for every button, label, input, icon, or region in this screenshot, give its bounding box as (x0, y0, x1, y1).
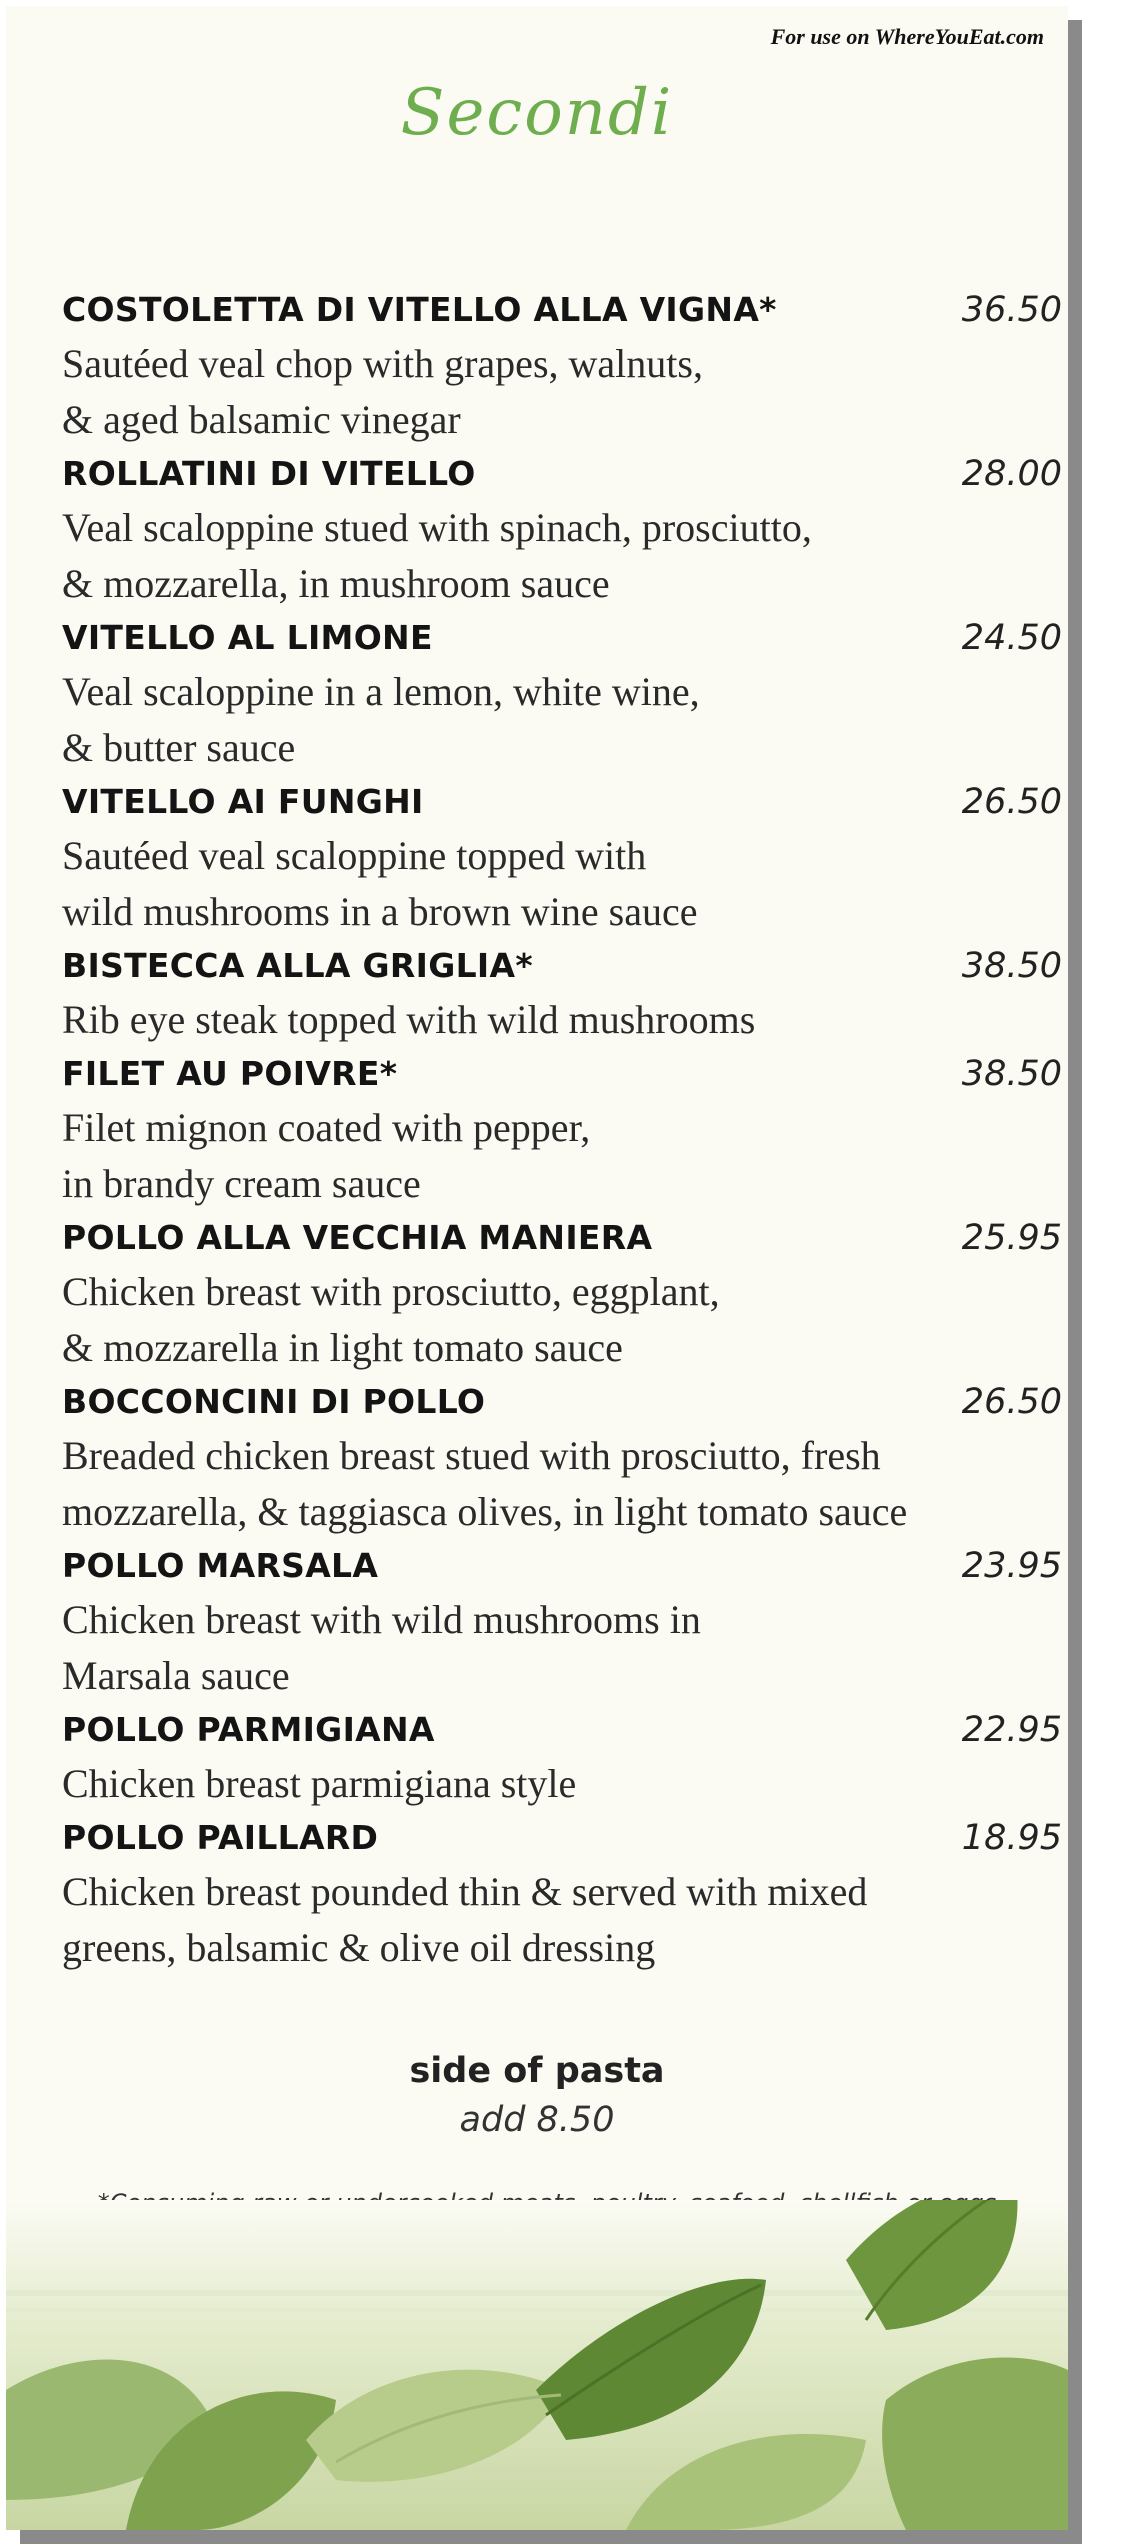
item-description: Filet mignon coated with pepper, in brandy cream sauce (62, 1105, 591, 1206)
menu-item (62, 612, 1062, 776)
item-name: COSTOLETTA DI VITELLO ALLA VIGNA* (62, 290, 777, 329)
item-price: 38.50 (961, 1054, 1062, 1094)
item-description: Veal scaloppine stued with spinach, prosciutto, & mozzarella, in mushroom sauce (62, 505, 812, 606)
item-description: Chicken breast pounded thin & served with mixed greens, balsamic & olive oil dressing (62, 1869, 868, 1970)
item-name: ROLLATINI DI VITELLO (62, 454, 476, 493)
watermark: For use on WhereYouEat.com (770, 24, 1044, 49)
item-price: 26.50 (961, 1382, 1062, 1422)
menu-item (62, 284, 1062, 448)
item-description: Veal scaloppine in a lemon, white wine, & butter sauce (62, 669, 700, 770)
section-title: Secondi (400, 76, 674, 150)
menu-item (62, 1540, 1062, 1704)
item-price: 18.95 (961, 1818, 1062, 1858)
item-description: Sautéed veal scaloppine topped with wild mushrooms in a brown wine sauce (62, 833, 698, 934)
menu-item (62, 940, 1062, 1048)
item-name: POLLO PAILLARD (62, 1818, 379, 1857)
item-price: 26.50 (961, 782, 1062, 822)
menu-item (62, 1704, 1062, 1812)
item-description: Chicken breast with wild mushrooms in Marsala sauce (62, 1597, 701, 1698)
menu-item (62, 1048, 1062, 1212)
item-description: Chicken breast with prosciutto, eggplant, & mozzarella in light tomato sauce (62, 1269, 720, 1370)
item-description: Sautéed veal chop with grapes, walnuts, & aged balsamic vinegar (62, 341, 703, 442)
leaf-shape (882, 2358, 1068, 2530)
item-name: VITELLO AL LIMONE (62, 618, 433, 657)
side-title: side of pasta (409, 2051, 665, 2091)
menu-item (62, 448, 1062, 612)
item-name: POLLO MARSALA (62, 1546, 379, 1585)
item-description: Rib eye steak topped with wild mushrooms (62, 997, 756, 1042)
menu-items (62, 284, 1062, 1976)
item-price: 24.50 (961, 618, 1062, 658)
item-description: Breaded chicken breast stued with prosciutto, fresh mozzarella, & taggiasca olives, in light tomato sauce (62, 1433, 908, 1534)
item-name: POLLO PARMIGIANA (62, 1710, 435, 1749)
item-description: Chicken breast parmigiana style (62, 1761, 577, 1806)
item-price: 38.50 (961, 946, 1062, 986)
side-of-pasta (6, 2046, 1068, 2144)
item-price: 22.95 (961, 1710, 1062, 1750)
item-name: FILET AU POIVRE* (62, 1054, 398, 1093)
menu-item (62, 1812, 1062, 1976)
menu-item (62, 1376, 1062, 1540)
leaf-decoration (6, 2200, 1068, 2530)
side-price: add 8.50 (459, 2100, 615, 2140)
menu-page (6, 6, 1068, 2530)
menu-item (62, 1212, 1062, 1376)
item-name: BISTECCA ALLA GRIGLIA* (62, 946, 533, 985)
item-price: 36.50 (961, 290, 1062, 330)
item-price: 23.95 (961, 1546, 1062, 1586)
menu-item (62, 776, 1062, 940)
item-name: POLLO ALLA VECCHIA MANIERA (62, 1218, 653, 1257)
item-price: 28.00 (961, 454, 1062, 494)
item-name: VITELLO AI FUNGHI (62, 782, 424, 821)
item-price: 25.95 (961, 1218, 1062, 1258)
item-name: BOCCONCINI DI POLLO (62, 1382, 486, 1421)
